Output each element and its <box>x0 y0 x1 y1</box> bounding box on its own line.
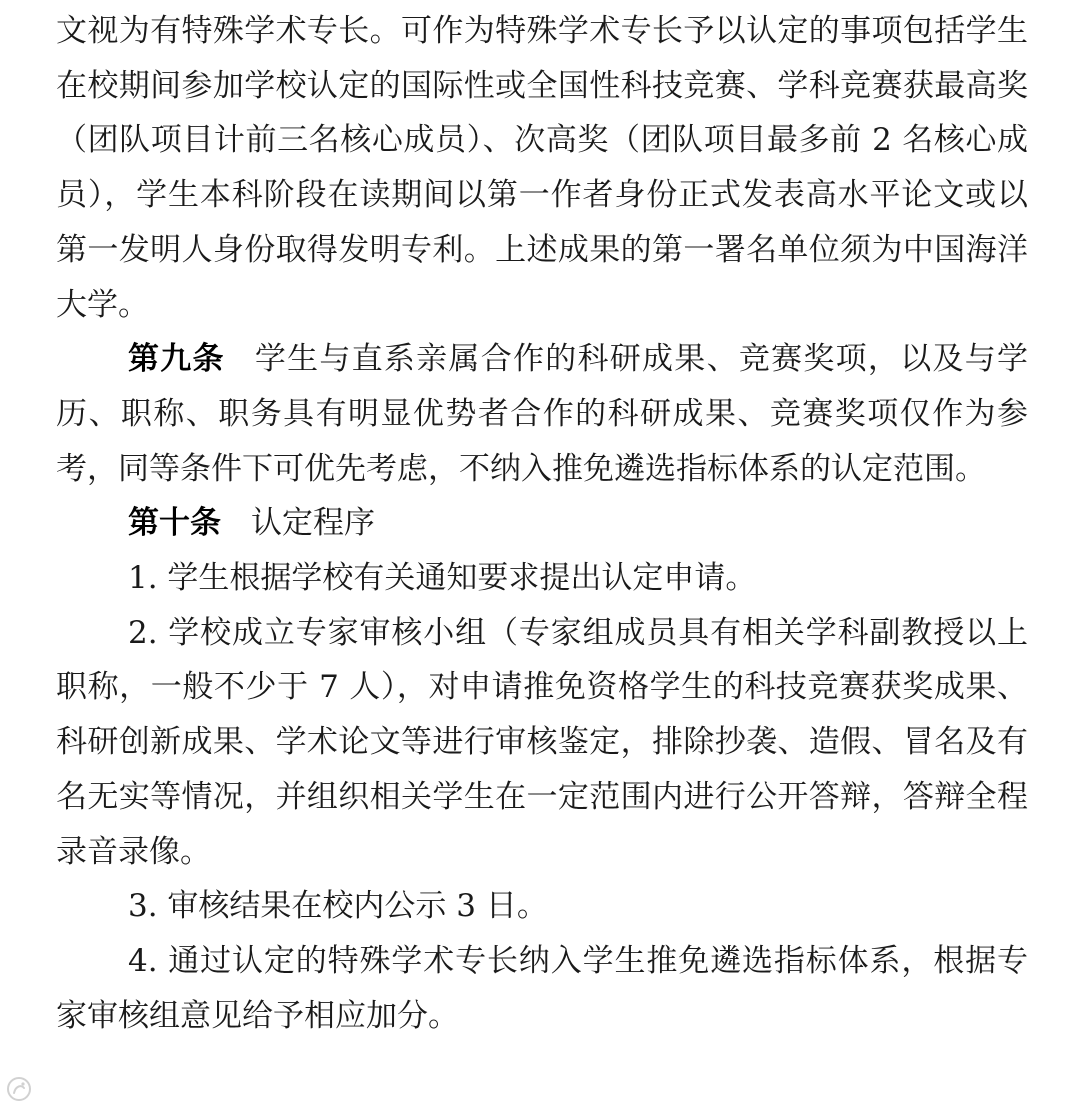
paragraph-text: 3. 审核结果在校内公示 3 日。 <box>128 888 548 925</box>
paragraph-article-10 <box>56 496 1028 551</box>
procedure-step-3 <box>56 879 1028 934</box>
paragraph-text: 文视为有特殊学术专长。可作为特殊学术专长予以认定的事项包括学生在校期间参加学校认定的国际性或全国性科技竞赛、学科竞赛获最高奖（团队项目计前三名核心成员）、次高奖（团队项目最多前 2 名核心成员），学生本科阶段在读期间以第一作者身份正式发表高水平论文或以第一发明人身份取得发明专利。上述成果的第一署名单位须为中国海洋大学。 <box>56 13 1028 323</box>
paragraph-text: 2. 学校成立专家审核小组（专家组成员具有相关学科副教授以上职称，一般不少于 7 人），对申请推免资格学生的科技竞赛获奖成果、科研创新成果、学术论文等进行审核鉴定，排除抄袭、造假、冒名及有名无实等情况，并组织相关学生在一定范围内进行公开答辩，答辩全程录音录像。 <box>56 614 1028 870</box>
procedure-step-4 <box>56 934 1028 1043</box>
watermark <box>6 1076 32 1102</box>
document-body <box>56 4 1028 1043</box>
brand-logo-icon <box>6 1076 32 1102</box>
procedure-step-2 <box>56 606 1028 880</box>
procedure-step-1 <box>56 551 1028 606</box>
paragraph-text: 4. 通过认定的特殊学术专长纳入学生推免遴选指标体系，根据专家审核组意见给予相应加分。 <box>56 942 1028 1034</box>
paragraph-text: 1. 学生根据学校有关通知要求提出认定申请。 <box>128 560 757 597</box>
paragraph-text: 认定程序 <box>251 505 375 542</box>
paragraph-text: 学生与直系亲属合作的科研成果、竞赛奖项，以及与学历、职称、职务具有明显优势者合作的科研成果、竞赛奖项仅作为参考，同等条件下可优先考虑，不纳入推免遴选指标体系的认定范围。 <box>56 341 1029 487</box>
paragraph-special-expertise <box>56 4 1028 332</box>
article-heading: 第九条 <box>128 341 225 378</box>
paragraph-article-9 <box>56 332 1028 496</box>
article-heading: 第十条 <box>128 505 221 542</box>
